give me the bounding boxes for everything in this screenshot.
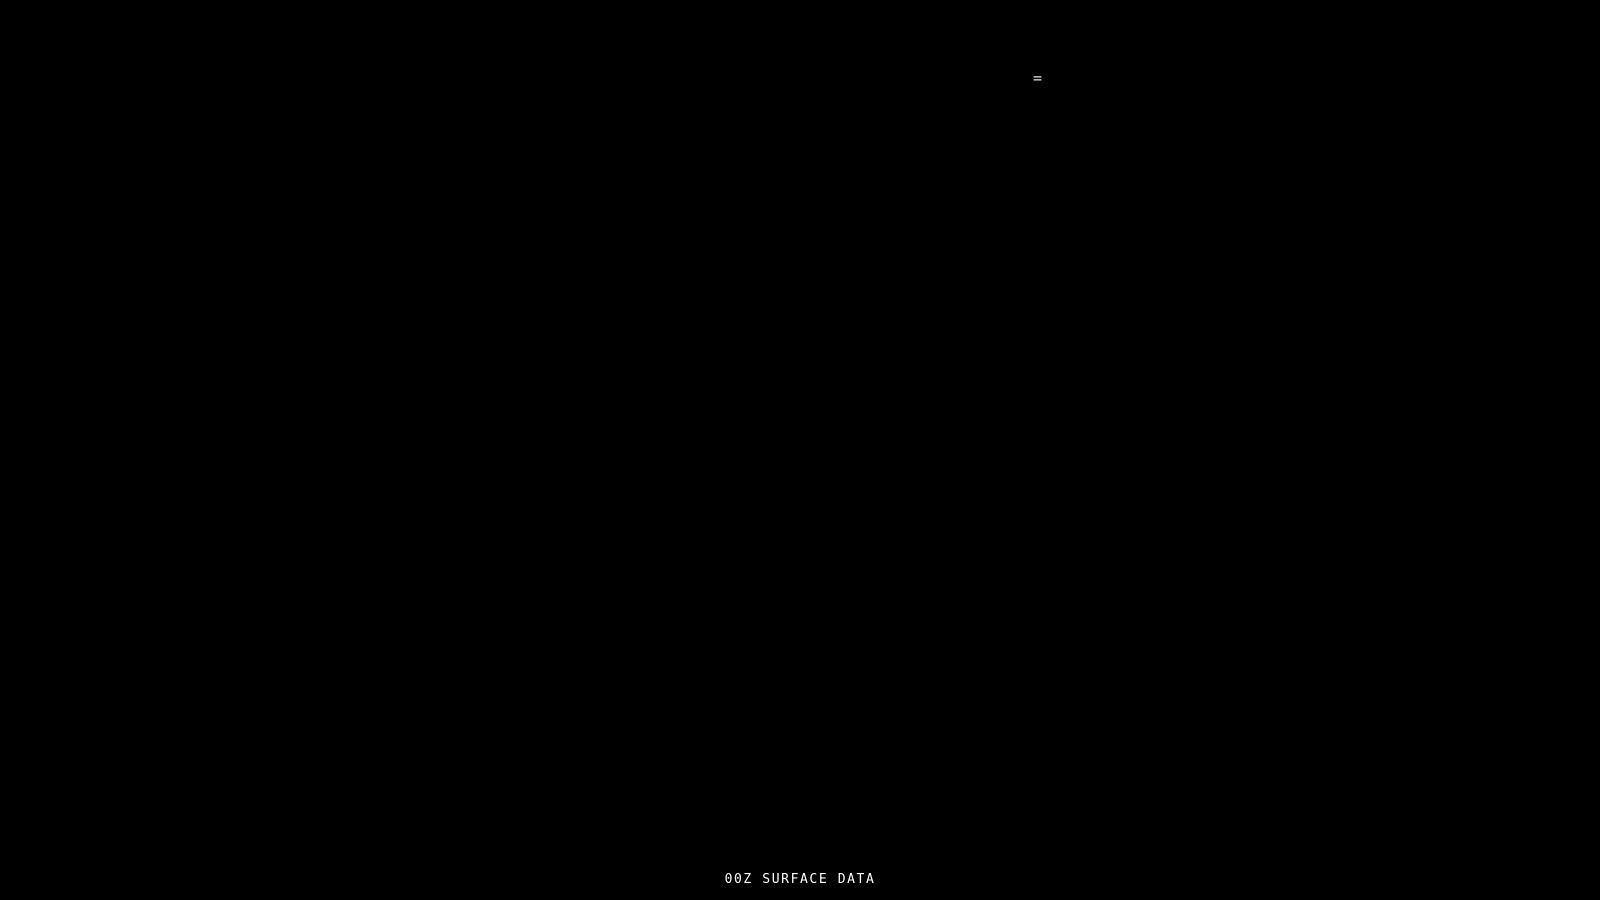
equals-marker-icon: =	[1033, 69, 1043, 87]
chart-caption-label: 00Z SURFACE DATA	[724, 872, 876, 887]
